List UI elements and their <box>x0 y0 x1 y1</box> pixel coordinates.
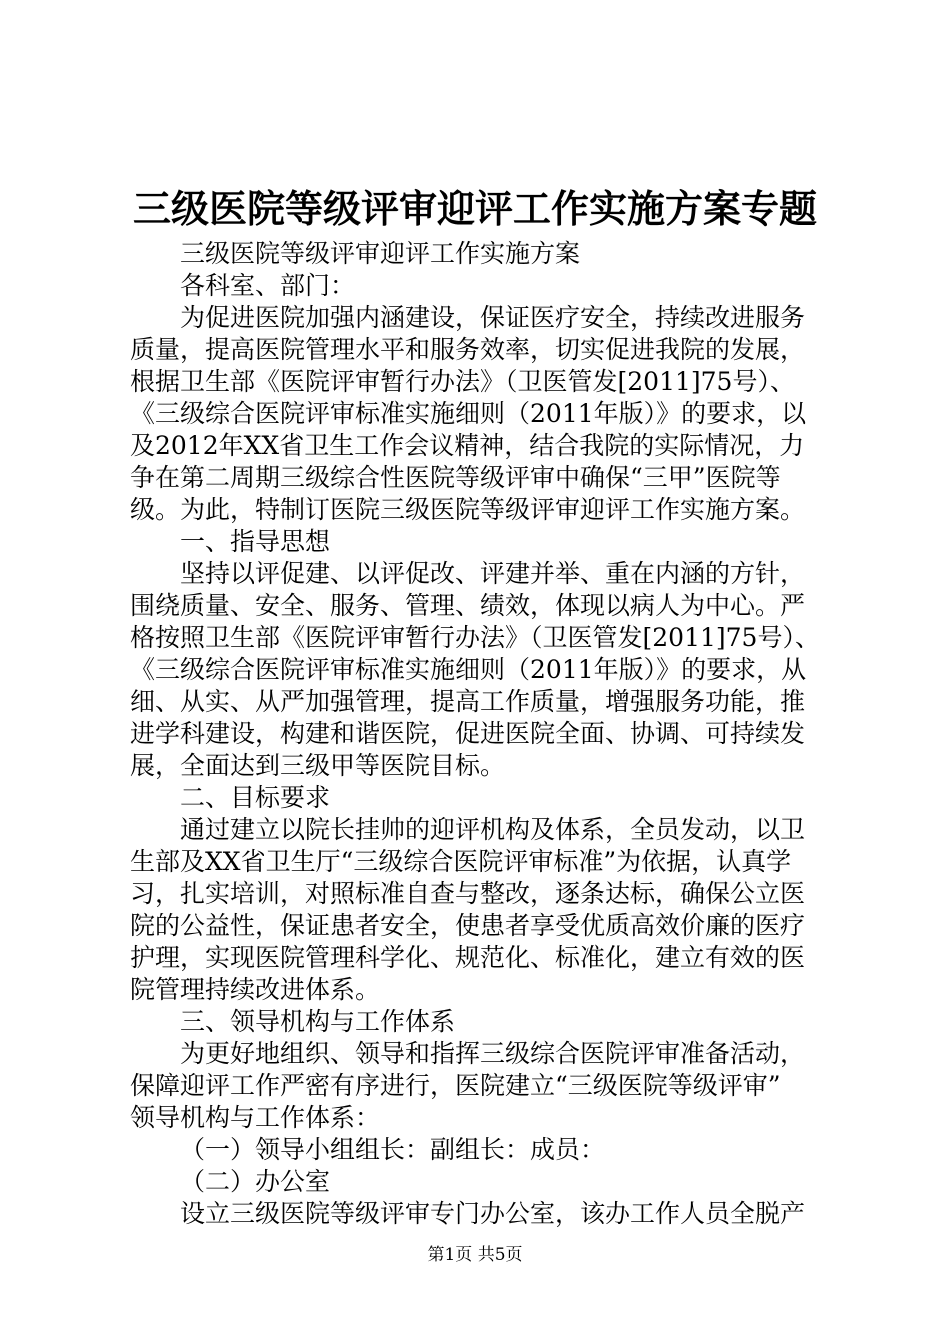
list-item: （一）领导小组组长：副组长：成员： <box>180 1135 606 1164</box>
body-line: 格按照卫生部《医院评审暂行办法》（卫医管发[2011]75号）、 <box>130 623 820 652</box>
body-line: 展，全面达到三级甲等医院目标。 <box>130 751 506 780</box>
body-line: 争在第二周期三级综合性医院等级评审中确保“三甲”医院等 <box>130 463 781 492</box>
body-line: 三级医院等级评审迎评工作实施方案 <box>180 239 581 268</box>
body-line: 为更好地组织、领导和指挥三级综合医院评审准备活动， <box>180 1039 806 1068</box>
body-line: 保障迎评工作严密有序进行，医院建立“三级医院等级评审” <box>130 1071 781 1100</box>
body-line: 院管理持续改进体系。 <box>130 975 381 1004</box>
body-line: 及2012年XX省卫生工作会议精神，结合我院的实际情况，力 <box>130 431 805 460</box>
body-line: 各科室、部门： <box>180 271 356 300</box>
body-line: 护理，实现医院管理科学化、规范化、标准化，建立有效的医 <box>130 943 806 972</box>
document-body <box>130 238 830 1230</box>
body-line: 《三级综合医院评审标准实施细则（2011年版）》的要求，以 <box>130 399 807 428</box>
body-line: 设立三级医院等级评审专门办公室，该办工作人员全脱产 <box>180 1199 806 1228</box>
body-line: 细、从实、从严加强管理，提高工作质量，增强服务功能，推 <box>130 687 806 716</box>
body-line: 级。为此，特制订医院三级医院等级评审迎评工作实施方案。 <box>130 495 806 524</box>
body-line: 领导机构与工作体系： <box>130 1103 381 1132</box>
page-footer: 第1页 共5页 <box>427 1245 523 1265</box>
body-line: 生部及XX省卫生厅“三级综合医院评审标准”为依据，认真学 <box>130 847 792 876</box>
body-line: 习，扎实培训，对照标准自查与整改，逐条达标，确保公立医 <box>130 879 806 908</box>
body-line: 院的公益性，保证患者安全，使患者享受优质高效价廉的医疗 <box>130 911 806 940</box>
body-line: 质量，提高医院管理水平和服务效率，切实促进我院的发展， <box>130 335 806 364</box>
body-line: 围绕质量、安全、服务、管理、绩效，体现以病人为中心。严 <box>130 591 806 620</box>
section-heading: 二、目标要求 <box>180 783 331 812</box>
list-item: （二）办公室 <box>180 1167 331 1196</box>
body-line: 坚持以评促建、以评促改、评建并举、重在内涵的方针， <box>180 559 806 588</box>
section-heading: 三、领导机构与工作体系 <box>180 1007 456 1036</box>
section-heading: 一、指导思想 <box>180 527 331 556</box>
body-line: 为促进医院加强内涵建设，保证医疗安全，持续改进服务 <box>180 303 806 332</box>
body-line: 根据卫生部《医院评审暂行办法》（卫医管发[2011]75号）、 <box>130 367 795 396</box>
body-line: 进学科建设，构建和谐医院，促进医院全面、协调、可持续发 <box>130 719 806 748</box>
body-line: 《三级综合医院评审标准实施细则（2011年版）》的要求，从 <box>130 655 807 684</box>
document-title: 三级医院等级评审迎评工作实施方案专题 <box>132 186 817 231</box>
body-line: 通过建立以院长挂帅的迎评机构及体系，全员发动，以卫 <box>180 815 806 844</box>
